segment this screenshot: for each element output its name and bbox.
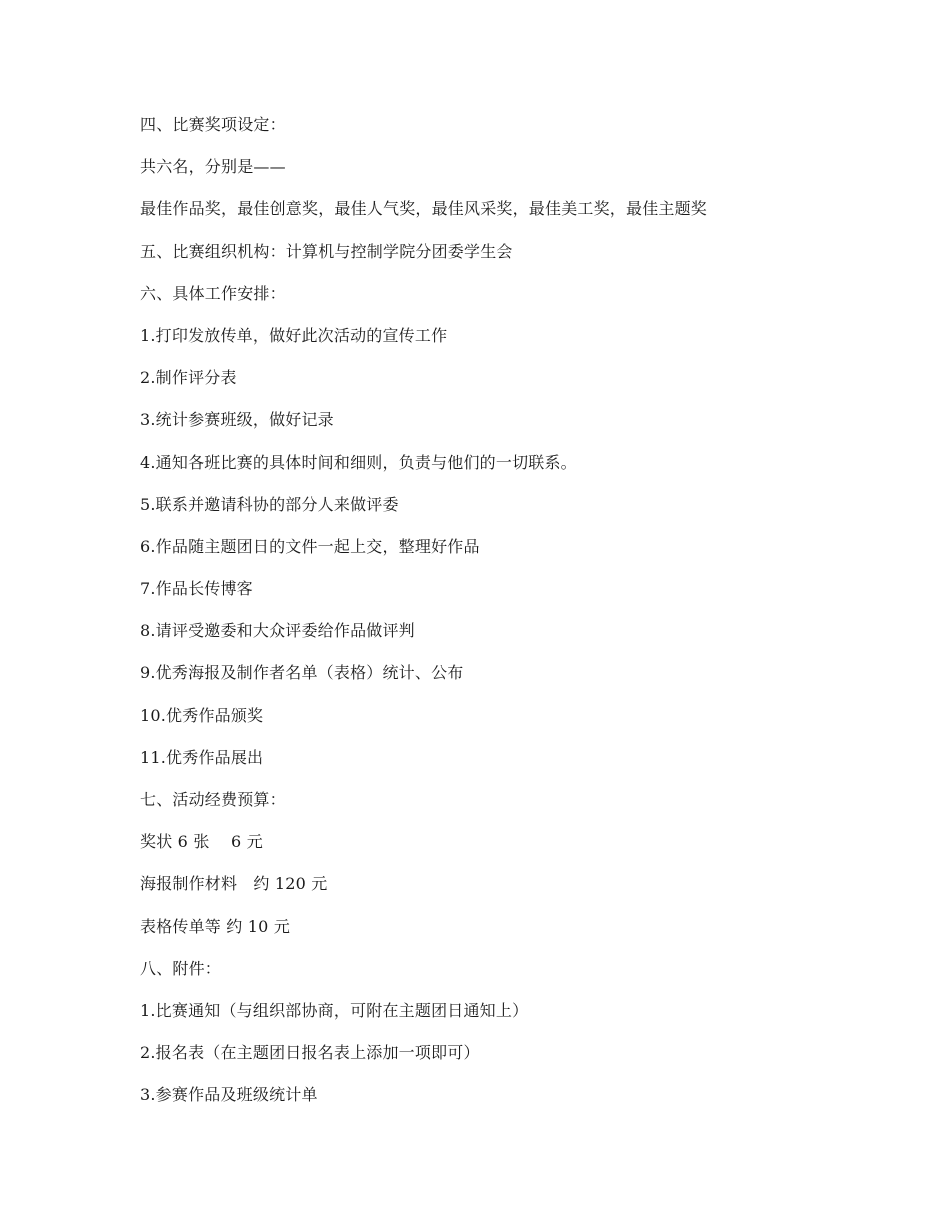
list-item: 9.优秀海报及制作者名单（表格）统计、公布 xyxy=(140,663,464,683)
section-heading-organizer: 五、比赛组织机构：计算机与控制学院分团委学生会 xyxy=(140,241,513,261)
list-item: 1.打印发放传单，做好此次活动的宣传工作 xyxy=(140,325,448,345)
attachment-item: 1.比赛通知（与组织部协商，可附在主题团日通知上） xyxy=(140,1000,529,1020)
section-heading-work-arrangement: 六、具体工作安排： xyxy=(140,283,286,303)
section-heading-budget: 七、活动经费预算： xyxy=(140,790,286,809)
section-heading-awards: 四、比赛奖项设定： xyxy=(140,115,286,134)
list-item: 5.联系并邀请科协的部分人来做评委 xyxy=(140,494,399,514)
list-item: 3.统计参赛班级，做好记录 xyxy=(140,410,334,430)
budget-item: 奖状 6 张 6 元 xyxy=(140,832,263,852)
section-heading-attachments: 八、附件： xyxy=(140,958,222,978)
list-item: 4.通知各班比赛的具体时间和细则，负责与他们的一切联系。 xyxy=(140,452,577,472)
list-item: 10.优秀作品颁奖 xyxy=(140,705,264,725)
list-item: 8.请评受邀委和大众评委给作品做评判 xyxy=(140,621,415,641)
attachment-item: 2.报名表（在主题团日报名表上添加一项即可） xyxy=(140,1043,480,1063)
document-body xyxy=(140,112,900,1125)
list-item: 7.作品长传博客 xyxy=(140,579,253,599)
budget-item: 表格传单等 约 10 元 xyxy=(140,916,291,936)
budget-item: 海报制作材料 约 120 元 xyxy=(140,874,328,894)
attachment-item: 3.参赛作品及班级统计单 xyxy=(140,1085,318,1105)
list-item: 2.制作评分表 xyxy=(140,368,237,388)
list-item: 11.优秀作品展出 xyxy=(140,747,264,767)
paragraph-line: 最佳作品奖，最佳创意奖，最佳人气奖，最佳风采奖，最佳美工奖，最佳主题奖 xyxy=(140,199,708,219)
paragraph-line: 共六名，分别是—— xyxy=(140,157,286,177)
list-item: 6.作品随主题团日的文件一起上交，整理好作品 xyxy=(140,536,480,556)
